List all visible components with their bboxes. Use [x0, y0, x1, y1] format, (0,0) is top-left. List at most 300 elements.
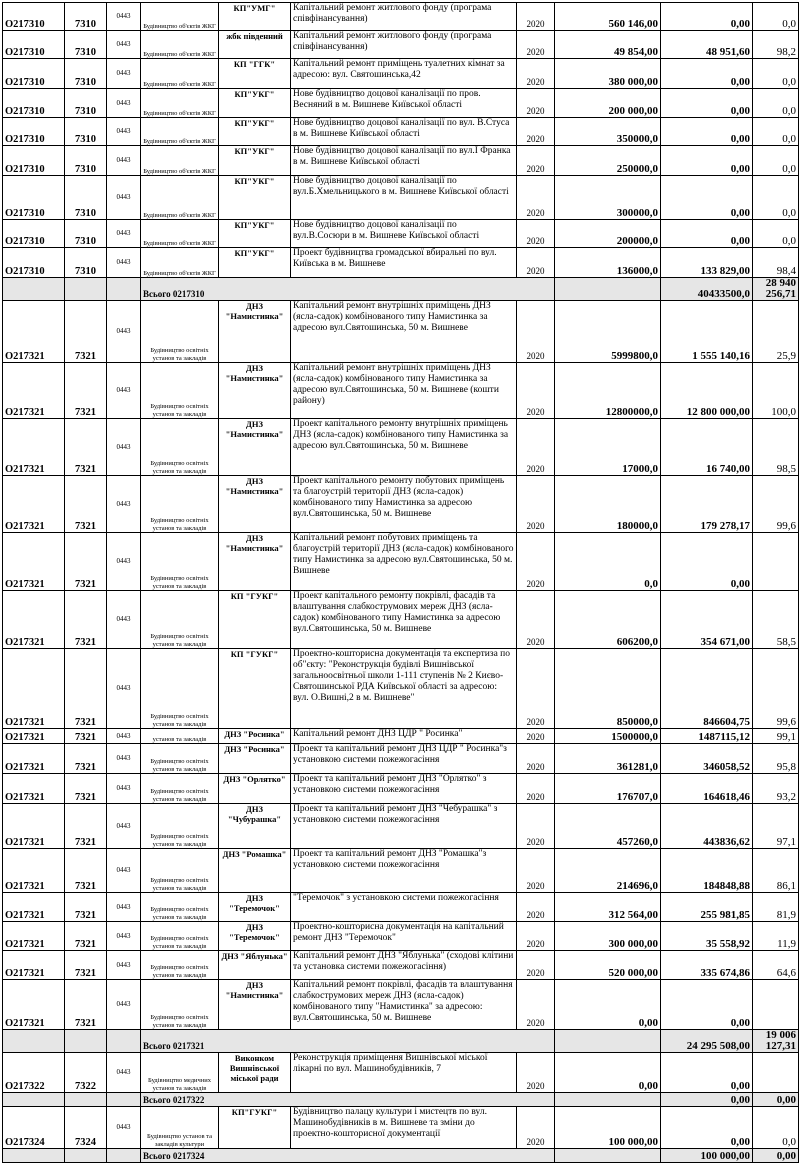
program-code: О217321	[3, 476, 65, 533]
table-row	[3, 476, 799, 533]
total-label: Всього 0217321	[141, 1030, 555, 1053]
function-code: 7310	[65, 220, 107, 248]
category: Будівництво освітніх установ та закладів	[141, 774, 219, 804]
actual-amount: 133 829,00	[661, 248, 753, 278]
empty-cell	[3, 1030, 65, 1053]
classification-code: 0443	[107, 89, 141, 118]
classification-code: 0443	[107, 363, 141, 419]
planned-amount: 1500000,0	[555, 729, 661, 744]
executor: ДНЗ "Росинка"	[219, 744, 291, 774]
percent	[753, 980, 799, 1030]
table-row	[3, 849, 799, 893]
total-plan: 0,00	[661, 1093, 753, 1107]
planned-amount: 312 564,00	[555, 893, 661, 922]
executor: ДНЗ "Намистинка"	[219, 301, 291, 363]
actual-amount: 0,00	[661, 220, 753, 248]
empty-cell	[65, 1030, 107, 1053]
actual-amount: 346058,52	[661, 744, 753, 774]
object-name: Будівництво палацу культури і мистецтв по вул. Машинобудівників в м. Вишневе та зміни до проектно-кошторисної документації	[291, 1107, 517, 1149]
function-code: 7321	[65, 774, 107, 804]
program-code: О217321	[3, 774, 65, 804]
category: Будівництво об'єктів ЖКГ	[141, 176, 219, 220]
planned-amount: 0,00	[555, 1053, 661, 1093]
object-name: Проект капітального ремонту внутрішніх приміщень ДНЗ (ясла-садок) комбінованого типу Намистинка за адресою вул.Святошинська, 50 м. Вишневе	[291, 419, 517, 476]
year: 2020	[517, 363, 555, 419]
executor: КП"УКГ"	[219, 220, 291, 248]
object-name: Капітальний ремонт побутових приміщень та благоустрій території ДНЗ (ясла-садок) комбінованого типу Намистинка за адресою вул.Святошинська, 50 м. Вишневе	[291, 533, 517, 591]
program-code: О217321	[3, 729, 65, 744]
planned-amount: 520 000,00	[555, 951, 661, 980]
percent: 99,6	[753, 476, 799, 533]
percent: 86,1	[753, 849, 799, 893]
percent: 64,6	[753, 951, 799, 980]
table-row	[3, 729, 799, 744]
planned-amount: 49 854,00	[555, 31, 661, 59]
category: Будівництво освітніх установ та закладів	[141, 744, 219, 774]
empty-cell	[65, 278, 107, 301]
total-row	[3, 1093, 799, 1107]
executor: КП"УКГ"	[219, 248, 291, 278]
function-code: 7310	[65, 146, 107, 176]
table-row	[3, 248, 799, 278]
year: 2020	[517, 301, 555, 363]
year: 2020	[517, 1107, 555, 1149]
table-row	[3, 118, 799, 146]
program-code: О217310	[3, 220, 65, 248]
percent: 95,8	[753, 744, 799, 774]
executor: КП"ГУКГ"	[219, 1107, 291, 1149]
function-code: 7310	[65, 118, 107, 146]
percent: 0,0	[753, 3, 799, 31]
planned-amount: 180000,0	[555, 476, 661, 533]
year: 2020	[517, 248, 555, 278]
object-name: Нове будівництво доцової каналізації по вул. В.Стуса в м. Вишневе Київської області	[291, 118, 517, 146]
year: 2020	[517, 591, 555, 649]
actual-amount: 335 674,86	[661, 951, 753, 980]
function-code: 7321	[65, 301, 107, 363]
table-row	[3, 146, 799, 176]
category: Будівництво об'єктів ЖКГ	[141, 3, 219, 31]
program-code: О217321	[3, 980, 65, 1030]
actual-amount: 179 278,17	[661, 476, 753, 533]
percent	[753, 1053, 799, 1093]
empty-cell	[555, 1149, 661, 1163]
object-name: Нове будівництво доцової каналізації по пров. Весняний в м. Вишневе Київської області	[291, 89, 517, 118]
year: 2020	[517, 31, 555, 59]
category: Будівництво освітніх установ та закладів	[141, 893, 219, 922]
function-code: 7310	[65, 59, 107, 89]
planned-amount: 0,00	[555, 980, 661, 1030]
table-row	[3, 951, 799, 980]
program-code: О217310	[3, 3, 65, 31]
program-code: О217321	[3, 951, 65, 980]
function-code: 7321	[65, 922, 107, 951]
percent: 99,1	[753, 729, 799, 744]
empty-cell	[3, 1149, 65, 1163]
empty-cell	[3, 278, 65, 301]
planned-amount: 200 000,00	[555, 89, 661, 118]
planned-amount: 250000,0	[555, 146, 661, 176]
function-code: 7310	[65, 31, 107, 59]
classification-code: 0443	[107, 118, 141, 146]
category: Будівництво об'єктів ЖКГ	[141, 220, 219, 248]
actual-amount: 0,00	[661, 118, 753, 146]
actual-amount: 0,00	[661, 146, 753, 176]
classification-code: 0443	[107, 3, 141, 31]
object-name: Проект та капітальний ремонт ДНЗ ЦДР " Росинка"з установкою системи пожежогасіння	[291, 744, 517, 774]
year: 2020	[517, 59, 555, 89]
actual-amount: 164618,46	[661, 774, 753, 804]
function-code: 7321	[65, 951, 107, 980]
object-name: Проект та капітальний ремонт ДНЗ "Орлятко" з установкою системи пожежогасіння	[291, 774, 517, 804]
program-code: О217321	[3, 419, 65, 476]
category: Будівництво об'єктів ЖКГ	[141, 31, 219, 59]
program-code: О217321	[3, 363, 65, 419]
executor: КП"УКГ"	[219, 146, 291, 176]
actual-amount: 0,00	[661, 1107, 753, 1149]
year: 2020	[517, 893, 555, 922]
table-row	[3, 419, 799, 476]
table-row	[3, 922, 799, 951]
empty-cell	[65, 1149, 107, 1163]
category: Будівництво освітніх установ та закладів	[141, 849, 219, 893]
object-name: Проектно-кошторисна документація та експертиза по об"єкту: "Реконструкція будівлі Вишнівської загальноосвітньої школи 1-111 ступенів № 2 Києво-Святошинської РДА Київської області за адресою: вул. О.Вишні,2 в м. Вишневе"	[291, 649, 517, 729]
empty-cell	[555, 1030, 661, 1053]
category: Будівництво освітніх установ та закладів	[141, 922, 219, 951]
executor: КП "ГГК"	[219, 59, 291, 89]
executor: КП"УКГ"	[219, 89, 291, 118]
planned-amount: 136000,0	[555, 248, 661, 278]
table-row	[3, 804, 799, 849]
year: 2020	[517, 774, 555, 804]
executor: ДНЗ "Намистинка"	[219, 980, 291, 1030]
year: 2020	[517, 951, 555, 980]
function-code: 7321	[65, 419, 107, 476]
actual-amount: 0,00	[661, 89, 753, 118]
total-plan: 40433500,0	[661, 278, 753, 301]
executor: Виконком Вишнівської міської ради	[219, 1053, 291, 1093]
object-name: Проект капітального ремонту побутових приміщень та благоустрій території ДНЗ (ясла-садок) комбінованого типу Намистинка за адресою вул.Святошинська, 50 м. Вишневе	[291, 476, 517, 533]
year: 2020	[517, 476, 555, 533]
object-name: Проект та капітальний ремонт ДНЗ "Ромашка"з установкою системи пожежогасіння	[291, 849, 517, 893]
percent: 98,5	[753, 419, 799, 476]
executor: ДНЗ "Намистинка"	[219, 533, 291, 591]
function-code: 7321	[65, 804, 107, 849]
program-code: О217321	[3, 649, 65, 729]
category: Будівництво об'єктів ЖКГ	[141, 89, 219, 118]
planned-amount: 457260,0	[555, 804, 661, 849]
total-plan: 24 295 508,00	[661, 1030, 753, 1053]
budget-table	[2, 2, 799, 1163]
category: Будівництво освітніх установ та закладів	[141, 591, 219, 649]
category: Будівництво освітніх установ та закладів	[141, 980, 219, 1030]
planned-amount: 361281,0	[555, 744, 661, 774]
executor: КП"УКГ"	[219, 176, 291, 220]
year: 2020	[517, 176, 555, 220]
classification-code: 0443	[107, 729, 141, 744]
year: 2020	[517, 146, 555, 176]
function-code: 7321	[65, 533, 107, 591]
executor: ДНЗ "Ромашка"	[219, 849, 291, 893]
classification-code: 0443	[107, 220, 141, 248]
actual-amount: 0,00	[661, 1053, 753, 1093]
function-code: 7321	[65, 363, 107, 419]
year: 2020	[517, 649, 555, 729]
table-row	[3, 89, 799, 118]
planned-amount: 850000,0	[555, 649, 661, 729]
object-name: Нове будівництво доцової каналізації по вул.Б.Хмельницького в м. Вишневе Київської області	[291, 176, 517, 220]
program-code: О217310	[3, 89, 65, 118]
percent: 97,1	[753, 804, 799, 849]
executor: ДНЗ "Намистинка"	[219, 419, 291, 476]
actual-amount: 354 671,00	[661, 591, 753, 649]
table-row	[3, 31, 799, 59]
program-code: О217310	[3, 118, 65, 146]
empty-cell	[107, 1030, 141, 1053]
table-row	[3, 533, 799, 591]
program-code: О217321	[3, 922, 65, 951]
planned-amount: 12800000,0	[555, 363, 661, 419]
year: 2020	[517, 419, 555, 476]
classification-code: 0443	[107, 951, 141, 980]
function-code: 7310	[65, 248, 107, 278]
classification-code: 0443	[107, 176, 141, 220]
object-name: Капітальний ремонт внутрішніх приміщень ДНЗ (ясла-садок) комбінованого типу Намистинка за адресою вул.Святошинська, 50 м. Вишневе	[291, 301, 517, 363]
empty-cell	[65, 1093, 107, 1107]
function-code: 7310	[65, 3, 107, 31]
classification-code: 0443	[107, 1107, 141, 1149]
executor: КП"УМГ"	[219, 3, 291, 31]
classification-code: 0443	[107, 248, 141, 278]
program-code: О217321	[3, 533, 65, 591]
program-code: О217310	[3, 176, 65, 220]
function-code: 7310	[65, 176, 107, 220]
executor: КП "ГУКГ"	[219, 591, 291, 649]
planned-amount: 200000,0	[555, 220, 661, 248]
classification-code: 0443	[107, 893, 141, 922]
classification-code: 0443	[107, 476, 141, 533]
planned-amount: 350000,0	[555, 118, 661, 146]
executor: ДНЗ "Орлятко"	[219, 774, 291, 804]
year: 2020	[517, 729, 555, 744]
category: Будівництво установ та закладів культури	[141, 1107, 219, 1149]
percent: 0,0	[753, 220, 799, 248]
object-name: Нове будівництво доцової каналізації по вул.В.Сосюри в м. Вишневе Київської області	[291, 220, 517, 248]
table-row	[3, 176, 799, 220]
category: Будівництво освітніх установ та закладів	[141, 476, 219, 533]
category: Будівництво освітніх установ та закладів	[141, 301, 219, 363]
table-row	[3, 980, 799, 1030]
executor: ДНЗ "Теремочок"	[219, 893, 291, 922]
table-row	[3, 744, 799, 774]
classification-code: 0443	[107, 774, 141, 804]
table-row	[3, 591, 799, 649]
percent: 11,9	[753, 922, 799, 951]
classification-code: 0443	[107, 31, 141, 59]
object-name: Нове будівництво доцової каналізації по вул.І Франка в м. Вишневе Київської області	[291, 146, 517, 176]
total-plan: 100 000,00	[661, 1149, 753, 1163]
actual-amount: 443836,62	[661, 804, 753, 849]
function-code: 7321	[65, 980, 107, 1030]
planned-amount: 17000,0	[555, 419, 661, 476]
category: установ та закладів	[141, 729, 219, 744]
planned-amount: 300 000,00	[555, 922, 661, 951]
empty-cell	[107, 1093, 141, 1107]
total-fact: 28 940 256,71	[753, 278, 799, 301]
function-code: 7321	[65, 476, 107, 533]
year: 2020	[517, 980, 555, 1030]
category: Будівництво медичних установ та закладів	[141, 1053, 219, 1093]
program-code: О217321	[3, 301, 65, 363]
classification-code: 0443	[107, 649, 141, 729]
classification-code: 0443	[107, 419, 141, 476]
program-code: О217310	[3, 59, 65, 89]
classification-code: 0443	[107, 301, 141, 363]
empty-cell	[555, 278, 661, 301]
total-row	[3, 278, 799, 301]
program-code: О217324	[3, 1107, 65, 1149]
function-code: 7321	[65, 893, 107, 922]
planned-amount: 300000,0	[555, 176, 661, 220]
program-code: О217321	[3, 893, 65, 922]
planned-amount: 0,0	[555, 533, 661, 591]
function-code: 7322	[65, 1053, 107, 1093]
category: Будівництво освітніх установ та закладів	[141, 649, 219, 729]
percent: 93,2	[753, 774, 799, 804]
function-code: 7310	[65, 89, 107, 118]
executor: КП "ГУКГ"	[219, 649, 291, 729]
percent: 0,0	[753, 1107, 799, 1149]
table-row	[3, 893, 799, 922]
executor: ДНЗ "Чубурашка"	[219, 804, 291, 849]
function-code: 7321	[65, 849, 107, 893]
program-code: О217321	[3, 804, 65, 849]
percent: 0,0	[753, 146, 799, 176]
percent: 100,0	[753, 363, 799, 419]
actual-amount: 0,00	[661, 3, 753, 31]
category: Будівництво освітніх установ та закладів	[141, 363, 219, 419]
table-row	[3, 3, 799, 31]
actual-amount: 1 555 140,16	[661, 301, 753, 363]
table-row	[3, 774, 799, 804]
classification-code: 0443	[107, 591, 141, 649]
object-name: Проект та капітальний ремонт ДНЗ "Чебурашка" з установкою системи пожежогасіння	[291, 804, 517, 849]
program-code: О217310	[3, 146, 65, 176]
program-code: О217310	[3, 31, 65, 59]
actual-amount: 12 800 000,00	[661, 363, 753, 419]
year: 2020	[517, 922, 555, 951]
object-name: Капітальний ремонт житлового фонду (програма співфінансування)	[291, 3, 517, 31]
executor: жбк південний	[219, 31, 291, 59]
total-label: Всього 0217324	[141, 1149, 555, 1163]
function-code: 7324	[65, 1107, 107, 1149]
program-code: О217321	[3, 849, 65, 893]
actual-amount: 16 740,00	[661, 419, 753, 476]
function-code: 7321	[65, 744, 107, 774]
category: Будівництво об'єктів ЖКГ	[141, 146, 219, 176]
total-label: Всього 0217322	[141, 1093, 555, 1107]
percent: 0,0	[753, 89, 799, 118]
object-name: Проект капітального ремонту покрівлі, фасадів та влаштування слабкострумових мереж ДНЗ (ясла-садок) комбінованого типу Намистинка за адресою вул.Святошинська, 50 м. Вишневе	[291, 591, 517, 649]
category: Будівництво освітніх установ та закладів	[141, 804, 219, 849]
program-code: О217310	[3, 248, 65, 278]
program-code: О217321	[3, 591, 65, 649]
classification-code: 0443	[107, 1053, 141, 1093]
classification-code: 0443	[107, 533, 141, 591]
executor: КП"УКГ"	[219, 118, 291, 146]
function-code: 7321	[65, 729, 107, 744]
year: 2020	[517, 849, 555, 893]
table-row	[3, 363, 799, 419]
planned-amount: 5999800,0	[555, 301, 661, 363]
category: Будівництво об'єктів ЖКГ	[141, 118, 219, 146]
planned-amount: 176707,0	[555, 774, 661, 804]
object-name: Проект будівництва громадської вбиральні по вул. Київська в м. Вишневе	[291, 248, 517, 278]
percent: 58,5	[753, 591, 799, 649]
empty-cell	[107, 278, 141, 301]
percent: 81,9	[753, 893, 799, 922]
classification-code: 0443	[107, 59, 141, 89]
table-row	[3, 301, 799, 363]
object-name: Капітальний ремонт покрівлі, фасадів та влаштування слабкострумових мереж ДНЗ (ясла-садок) комбінованого типу "Намистинка" за адресою: вул.Святошинська, 50 м. Вишневе	[291, 980, 517, 1030]
table-row	[3, 220, 799, 248]
percent: 0,0	[753, 176, 799, 220]
object-name: Проектно-кошторисна документація на капітальний ремонт ДНЗ "Теремочок"	[291, 922, 517, 951]
executor: ДНЗ "Намистинка"	[219, 363, 291, 419]
table-row	[3, 1107, 799, 1149]
executor: ДНЗ "Яблунька"	[219, 951, 291, 980]
year: 2020	[517, 220, 555, 248]
category: Будівництво освітніх установ та закладів	[141, 951, 219, 980]
percent: 25,9	[753, 301, 799, 363]
executor: ДНЗ "Теремочок"	[219, 922, 291, 951]
year: 2020	[517, 118, 555, 146]
category: Будівництво освітніх установ та закладів	[141, 533, 219, 591]
classification-code: 0443	[107, 849, 141, 893]
total-row	[3, 1149, 799, 1163]
year: 2020	[517, 804, 555, 849]
empty-cell	[107, 1149, 141, 1163]
percent: 98,2	[753, 31, 799, 59]
percent	[753, 533, 799, 591]
actual-amount: 35 558,92	[661, 922, 753, 951]
object-name: Капітальний ремонт ДНЗ ЦДР " Росинка"	[291, 729, 517, 744]
function-code: 7321	[65, 649, 107, 729]
object-name: Реконструкція приміщення Вишнівської міської лікарні по вул. Машинобудівників, 7	[291, 1053, 517, 1093]
object-name: Капітальний ремонт внутрішніх приміщень ДНЗ (ясла-садок) комбінованого типу Намистинка за адресою вул.Святошинська, 50 м. Вишневе (кошти району)	[291, 363, 517, 419]
program-code: О217322	[3, 1053, 65, 1093]
actual-amount: 48 951,60	[661, 31, 753, 59]
planned-amount: 606200,0	[555, 591, 661, 649]
object-name: Капітальний ремонт житлового фонду (програма співфінансування)	[291, 31, 517, 59]
function-code: 7321	[65, 591, 107, 649]
actual-amount: 0,00	[661, 176, 753, 220]
object-name: Капітальний ремонт приміщень туалетних кімнат за адресою: вул. Святошинська,42	[291, 59, 517, 89]
year: 2020	[517, 744, 555, 774]
actual-amount: 1487115,12	[661, 729, 753, 744]
table-row	[3, 1053, 799, 1093]
actual-amount: 184848,88	[661, 849, 753, 893]
total-label: Всього 0217310	[141, 278, 555, 301]
table-row	[3, 59, 799, 89]
year: 2020	[517, 89, 555, 118]
actual-amount: 0,00	[661, 533, 753, 591]
actual-amount: 846604,75	[661, 649, 753, 729]
total-row	[3, 1030, 799, 1053]
total-fact: 0,00	[753, 1149, 799, 1163]
planned-amount: 100 000,00	[555, 1107, 661, 1149]
classification-code: 0443	[107, 804, 141, 849]
